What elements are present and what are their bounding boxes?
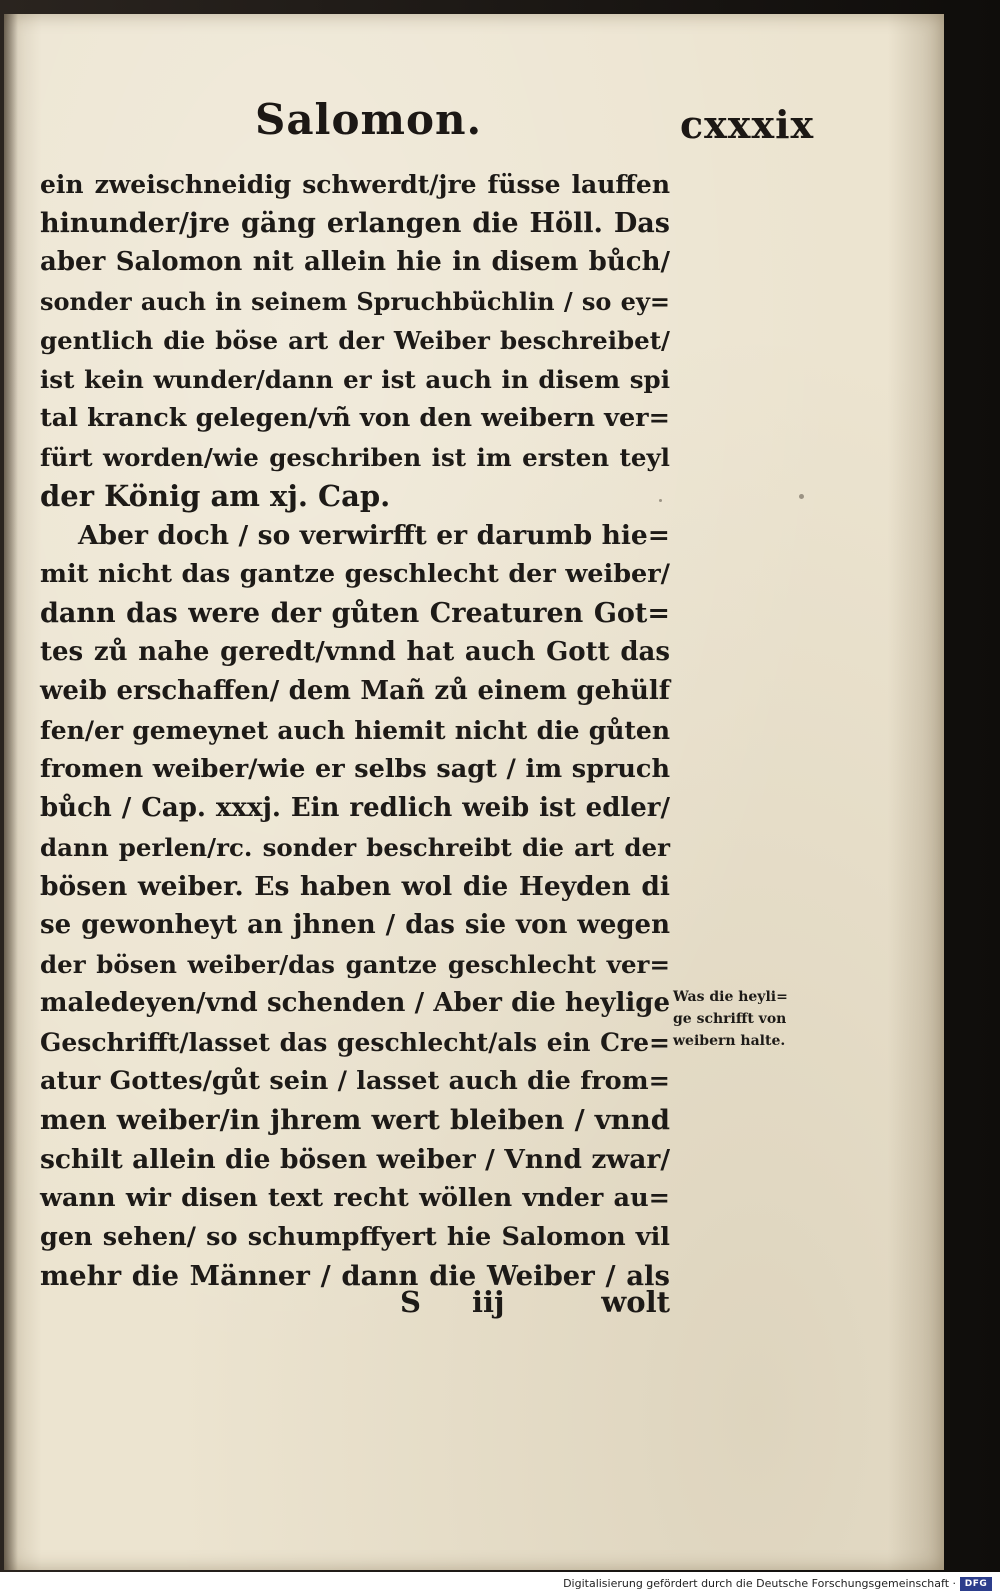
text-line: mit nicht das gantze geschlecht der weiber/ [40,559,670,589]
text-line: hinunder/jre gäng erlangen die Höll. Das [40,208,670,239]
text-line: gentlich die böse art der Weiber beschreibet/ [40,326,670,355]
marginal-note-line: ge schrifft von [673,1011,787,1027]
text-line: schilt allein die bösen weiber / Vnnd zwar/ [40,1144,670,1175]
marginal-note [673,986,843,1052]
paper-speck [799,494,804,499]
text-line: fürt worden/wie geschriben ist im ersten teyl [40,443,670,472]
text-line: gen sehen/ so schumpffyert hie Salomon vil [40,1222,670,1252]
text-line: fromen weiber/wie er selbs sagt / im spruch [40,754,670,784]
text-line: fen/er gemeynet auch hiemit nicht die gůten [40,716,670,745]
marginal-note-line: weibern halte. [673,1033,786,1049]
text-line: mehr die Männer / dann die Weiber / als [40,1260,670,1292]
text-line: der König am xj. Cap. [40,479,391,513]
gutter-shadow [4,14,18,1570]
running-head: Salomon. [255,95,483,144]
text-line: ein zweischneidig schwerdt/jre füsse lauffen [40,170,670,199]
text-line: wann wir disen text recht wöllen vnder au= [40,1183,670,1213]
text-line: bösen weiber. Es haben wol die Heyden di [40,871,670,902]
text-line: atur Gottes/gůt sein / lasset auch die from= [40,1066,670,1096]
text-line: men weiber/in jhrem wert bleiben / vnnd [40,1104,670,1136]
text-line: weib erschaffen/ dem Mañ zů einem gehülf [40,676,670,706]
text-line: se gewonheyt an jhnen / das sie von wegen [40,910,670,940]
text-line: Geschrifft/lasset das geschlecht/als ein Cre= [40,1028,670,1057]
marginal-note-line: Was die heyli= [673,989,788,1005]
catchword: wolt [601,1285,670,1319]
text-line: bůch / Cap. xxxj. Ein redlich weib ist edler/ [40,793,670,823]
text-line: der bösen weiber/das gantze geschlecht ver= [40,950,670,979]
text-line: aber Salomon nit allein hie in disem bůch/ [40,247,670,277]
signature-mark: S [400,1285,421,1319]
text-line: sonder auch in seinem Spruchbüchlin / so ey= [40,287,670,316]
text-line: tal kranck gelegen/vñ von den weibern ver= [40,403,670,433]
signature-number: iij [472,1285,505,1319]
main-text-block [40,165,670,1296]
funding-credit: Digitalisierung gefördert durch die Deutsche Forschungsgemeinschaft · [563,1577,956,1590]
folio-number: cxxxix [680,102,815,147]
text-line: dann perlen/rc. sonder beschreibt die art der [40,833,670,862]
paragraph-start-line: Aber doch / so verwirfft er darumb hie= [78,520,670,551]
text-line: tes zů nahe geredt/vnnd hat auch Gott das [40,637,670,667]
text-line: dann das were der gůten Creaturen Got= [40,598,670,629]
dfg-logo: DFG [960,1577,992,1591]
text-line: ist kein wunder/dann er ist auch in disem spi [40,365,670,394]
text-line: maledeyen/vnd schenden / Aber die heylige [40,988,670,1018]
